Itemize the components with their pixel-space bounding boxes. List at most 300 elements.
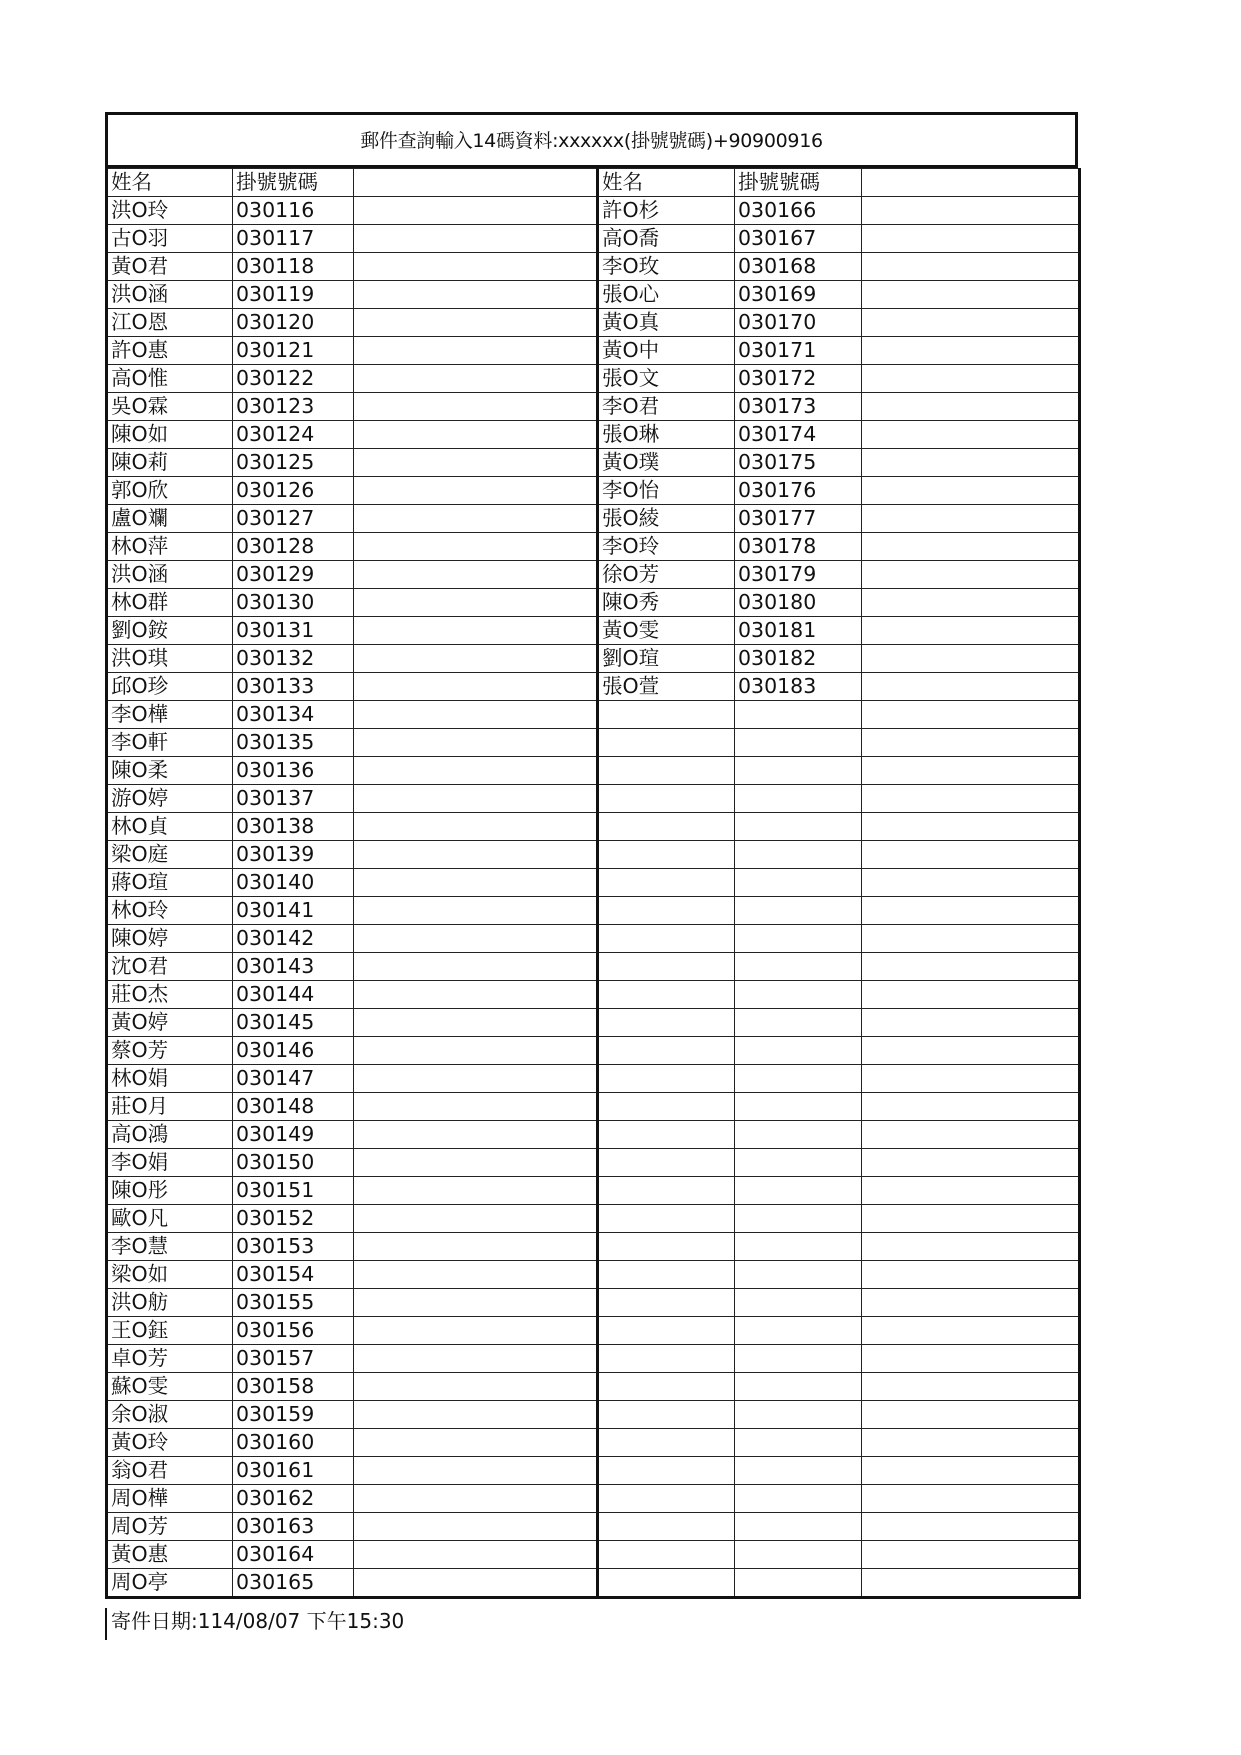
blank-cell xyxy=(354,673,598,701)
registered-number xyxy=(735,1429,862,1457)
blank-cell xyxy=(862,729,1080,757)
recipient-name: 李O軒 xyxy=(107,729,233,757)
blank-cell xyxy=(862,365,1080,393)
registered-number xyxy=(735,729,862,757)
registered-number: 030128 xyxy=(233,533,354,561)
blank-cell xyxy=(354,1149,598,1177)
registered-number: 030123 xyxy=(233,393,354,421)
recipient-name: 梁O庭 xyxy=(107,841,233,869)
registered-number xyxy=(735,1457,862,1485)
recipient-name: 莊O杰 xyxy=(107,981,233,1009)
registered-number xyxy=(735,1373,862,1401)
recipient-name: 游O婷 xyxy=(107,785,233,813)
recipient-name: 高O惟 xyxy=(107,365,233,393)
recipient-name: 歐O凡 xyxy=(107,1205,233,1233)
recipient-name xyxy=(598,925,735,953)
registered-number: 030152 xyxy=(233,1205,354,1233)
table-row xyxy=(107,505,1080,533)
table-row xyxy=(107,617,1080,645)
registered-number xyxy=(735,869,862,897)
table-row xyxy=(107,365,1080,393)
recipient-name xyxy=(598,1205,735,1233)
recipient-name: 張O琳 xyxy=(598,421,735,449)
table-row xyxy=(107,785,1080,813)
recipient-name: 吳O霖 xyxy=(107,393,233,421)
registered-number xyxy=(735,1541,862,1569)
registered-number: 030122 xyxy=(233,365,354,393)
table-row xyxy=(107,449,1080,477)
table-row xyxy=(107,1065,1080,1093)
recipient-name: 周O亭 xyxy=(107,1569,233,1598)
table-row xyxy=(107,813,1080,841)
registered-number: 030156 xyxy=(233,1317,354,1345)
blank-cell xyxy=(862,225,1080,253)
recipient-name xyxy=(598,1065,735,1093)
blank-cell xyxy=(354,253,598,281)
registered-number: 030120 xyxy=(233,309,354,337)
blank-cell xyxy=(862,1289,1080,1317)
registered-number: 030141 xyxy=(233,897,354,925)
blank-cell xyxy=(354,1261,598,1289)
table-row xyxy=(107,729,1080,757)
table-row xyxy=(107,1485,1080,1513)
blank-cell xyxy=(862,925,1080,953)
registered-number: 030154 xyxy=(233,1261,354,1289)
table-row xyxy=(107,533,1080,561)
blank-cell xyxy=(862,1485,1080,1513)
blank-cell xyxy=(862,477,1080,505)
blank-cell xyxy=(354,1233,598,1261)
recipient-name xyxy=(598,1149,735,1177)
recipient-name: 陳O柔 xyxy=(107,757,233,785)
blank-cell xyxy=(862,421,1080,449)
registered-number: 030165 xyxy=(233,1569,354,1598)
registered-number: 030177 xyxy=(735,505,862,533)
header-name-right: 姓名 xyxy=(598,169,735,197)
recipient-name: 李O娟 xyxy=(107,1149,233,1177)
recipient-name xyxy=(598,757,735,785)
registered-number: 030182 xyxy=(735,645,862,673)
blank-cell xyxy=(862,393,1080,421)
blank-cell xyxy=(354,337,598,365)
registered-number xyxy=(735,1401,862,1429)
recipient-name: 李O玫 xyxy=(598,253,735,281)
blank-cell xyxy=(354,701,598,729)
recipient-name: 劉O銨 xyxy=(107,617,233,645)
blank-cell xyxy=(354,1009,598,1037)
table-row xyxy=(107,1121,1080,1149)
header-name-left: 姓名 xyxy=(107,169,233,197)
blank-cell xyxy=(862,1513,1080,1541)
registered-number xyxy=(735,1345,862,1373)
header-number-right: 掛號號碼 xyxy=(735,169,862,197)
recipient-name: 張O心 xyxy=(598,281,735,309)
blank-cell xyxy=(354,841,598,869)
registered-number: 030179 xyxy=(735,561,862,589)
table-row xyxy=(107,897,1080,925)
recipient-name: 洪O涵 xyxy=(107,561,233,589)
blank-cell xyxy=(354,1541,598,1569)
blank-cell xyxy=(862,1177,1080,1205)
blank-cell xyxy=(862,1429,1080,1457)
recipient-name xyxy=(598,1177,735,1205)
table-row xyxy=(107,673,1080,701)
blank-cell xyxy=(354,1569,598,1598)
recipient-name: 黃O璞 xyxy=(598,449,735,477)
recipient-name: 林O萍 xyxy=(107,533,233,561)
send-date-note: 寄件日期:114/08/07 下午15:30 xyxy=(105,1608,404,1640)
blank-cell xyxy=(862,645,1080,673)
blank-cell xyxy=(354,309,598,337)
blank-cell xyxy=(354,813,598,841)
table-row xyxy=(107,1261,1080,1289)
recipient-name: 陳O莉 xyxy=(107,449,233,477)
recipient-name xyxy=(598,1429,735,1457)
blank-cell xyxy=(862,197,1080,225)
blank-cell xyxy=(862,1541,1080,1569)
blank-cell xyxy=(354,869,598,897)
registered-number: 030137 xyxy=(233,785,354,813)
blank-cell xyxy=(354,281,598,309)
blank-cell xyxy=(354,1345,598,1373)
recipient-name: 盧O斕 xyxy=(107,505,233,533)
blank-cell xyxy=(862,1233,1080,1261)
registered-number xyxy=(735,1569,862,1598)
recipient-name xyxy=(598,1289,735,1317)
recipient-name xyxy=(598,1009,735,1037)
recipient-name: 周O樺 xyxy=(107,1485,233,1513)
recipient-name xyxy=(598,701,735,729)
recipient-name: 卓O芳 xyxy=(107,1345,233,1373)
recipient-name: 李O玲 xyxy=(598,533,735,561)
blank-cell xyxy=(354,449,598,477)
table-row xyxy=(107,701,1080,729)
recipient-name: 黃O婷 xyxy=(107,1009,233,1037)
registered-number: 030159 xyxy=(233,1401,354,1429)
recipient-name: 李O君 xyxy=(598,393,735,421)
blank-cell xyxy=(354,981,598,1009)
table-row xyxy=(107,1205,1080,1233)
registered-number: 030136 xyxy=(233,757,354,785)
blank-cell xyxy=(354,393,598,421)
table-row xyxy=(107,1289,1080,1317)
blank-cell xyxy=(354,505,598,533)
blank-cell xyxy=(354,729,598,757)
registered-number: 030171 xyxy=(735,337,862,365)
blank-cell xyxy=(862,1065,1080,1093)
registered-number: 030163 xyxy=(233,1513,354,1541)
registered-number: 030133 xyxy=(233,673,354,701)
registered-number xyxy=(735,813,862,841)
table-row xyxy=(107,645,1080,673)
registered-number: 030121 xyxy=(233,337,354,365)
recipient-name: 蘇O雯 xyxy=(107,1373,233,1401)
registered-number: 030143 xyxy=(233,953,354,981)
recipient-name xyxy=(598,1261,735,1289)
registered-number: 030168 xyxy=(735,253,862,281)
registered-number: 030131 xyxy=(233,617,354,645)
blank-cell xyxy=(862,953,1080,981)
blank-cell xyxy=(862,1149,1080,1177)
table-row xyxy=(107,309,1080,337)
registered-number xyxy=(735,1233,862,1261)
registered-number: 030155 xyxy=(233,1289,354,1317)
sheet-title: 郵件查詢輸入14碼資料:xxxxxx(掛號號碼)+90900916 xyxy=(105,112,1078,168)
registered-number xyxy=(735,1317,862,1345)
table-row xyxy=(107,869,1080,897)
recipient-name xyxy=(598,813,735,841)
recipient-name: 黃O中 xyxy=(598,337,735,365)
blank-cell xyxy=(354,617,598,645)
recipient-name: 黃O雯 xyxy=(598,617,735,645)
recipient-name: 許O惠 xyxy=(107,337,233,365)
recipient-name: 林O貞 xyxy=(107,813,233,841)
blank-cell xyxy=(354,1093,598,1121)
recipient-name: 許O杉 xyxy=(598,197,735,225)
recipient-name: 蔡O芳 xyxy=(107,1037,233,1065)
recipient-name: 陳O婷 xyxy=(107,925,233,953)
registered-number: 030158 xyxy=(233,1373,354,1401)
blank-cell xyxy=(354,1401,598,1429)
registered-number xyxy=(735,953,862,981)
recipient-name: 黃O君 xyxy=(107,253,233,281)
table-row xyxy=(107,1401,1080,1429)
registered-number xyxy=(735,1037,862,1065)
blank-cell xyxy=(354,925,598,953)
table-row xyxy=(107,1429,1080,1457)
blank-cell xyxy=(354,1317,598,1345)
blank-cell xyxy=(862,589,1080,617)
blank-cell xyxy=(354,477,598,505)
registered-number: 030153 xyxy=(233,1233,354,1261)
recipient-name: 張O文 xyxy=(598,365,735,393)
blank-cell xyxy=(862,869,1080,897)
table-row xyxy=(107,1233,1080,1261)
table-row xyxy=(107,337,1080,365)
recipient-name: 李O怡 xyxy=(598,477,735,505)
registered-number xyxy=(735,925,862,953)
registered-number xyxy=(735,841,862,869)
table-row xyxy=(107,1541,1080,1569)
blank-cell xyxy=(862,897,1080,925)
recipient-name xyxy=(598,1541,735,1569)
blank-cell xyxy=(354,953,598,981)
blank-cell xyxy=(354,1457,598,1485)
registered-number: 030160 xyxy=(233,1429,354,1457)
blank-cell xyxy=(354,1065,598,1093)
registered-number: 030162 xyxy=(233,1485,354,1513)
registered-number: 030117 xyxy=(233,225,354,253)
recipient-name: 高O鴻 xyxy=(107,1121,233,1149)
recipient-name xyxy=(598,1485,735,1513)
recipient-name: 林O玲 xyxy=(107,897,233,925)
registered-number: 030146 xyxy=(233,1037,354,1065)
recipient-name xyxy=(598,1345,735,1373)
blank-cell xyxy=(354,1373,598,1401)
recipient-name xyxy=(598,1093,735,1121)
table-row xyxy=(107,561,1080,589)
registered-number: 030116 xyxy=(233,197,354,225)
table-row xyxy=(107,757,1080,785)
registered-number: 030148 xyxy=(233,1093,354,1121)
blank-cell xyxy=(862,785,1080,813)
recipient-name xyxy=(598,1373,735,1401)
table-row xyxy=(107,1373,1080,1401)
recipient-name: 劉O瑄 xyxy=(598,645,735,673)
recipient-name xyxy=(598,1233,735,1261)
recipient-name: 陳O秀 xyxy=(598,589,735,617)
recipient-name: 王O鈺 xyxy=(107,1317,233,1345)
blank-cell xyxy=(862,1373,1080,1401)
registered-number: 030119 xyxy=(233,281,354,309)
recipient-name: 黃O真 xyxy=(598,309,735,337)
recipient-name: 陳O如 xyxy=(107,421,233,449)
recipient-name: 陳O彤 xyxy=(107,1177,233,1205)
registered-number: 030130 xyxy=(233,589,354,617)
registered-number: 030161 xyxy=(233,1457,354,1485)
recipient-name: 周O芳 xyxy=(107,1513,233,1541)
blank-cell xyxy=(862,253,1080,281)
mail-list-sheet xyxy=(105,112,1078,1599)
recipient-name xyxy=(598,785,735,813)
recipient-name xyxy=(598,1037,735,1065)
registered-number: 030176 xyxy=(735,477,862,505)
blank-cell xyxy=(354,169,598,197)
recipient-name: 洪O琪 xyxy=(107,645,233,673)
blank-cell xyxy=(862,533,1080,561)
registered-number: 030178 xyxy=(735,533,862,561)
registered-number xyxy=(735,897,862,925)
registered-number: 030170 xyxy=(735,309,862,337)
blank-cell xyxy=(862,1569,1080,1598)
recipient-name: 黃O惠 xyxy=(107,1541,233,1569)
registered-number xyxy=(735,1177,862,1205)
registered-number xyxy=(735,1485,862,1513)
recipient-name: 林O群 xyxy=(107,589,233,617)
blank-cell xyxy=(862,561,1080,589)
registered-number: 030157 xyxy=(233,1345,354,1373)
registered-number: 030149 xyxy=(233,1121,354,1149)
recipient-name: 張O萱 xyxy=(598,673,735,701)
table-row xyxy=(107,1569,1080,1598)
recipient-name: 徐O芳 xyxy=(598,561,735,589)
registered-number xyxy=(735,701,862,729)
registered-number: 030127 xyxy=(233,505,354,533)
table-row xyxy=(107,1177,1080,1205)
registered-number: 030144 xyxy=(233,981,354,1009)
blank-cell xyxy=(354,1037,598,1065)
table-row xyxy=(107,253,1080,281)
registered-number: 030125 xyxy=(233,449,354,477)
registered-number: 030142 xyxy=(233,925,354,953)
table-row xyxy=(107,421,1080,449)
table-row xyxy=(107,589,1080,617)
table-row xyxy=(107,841,1080,869)
registered-number: 030172 xyxy=(735,365,862,393)
blank-cell xyxy=(354,1513,598,1541)
recipient-name: 邱O珍 xyxy=(107,673,233,701)
registered-number: 030135 xyxy=(233,729,354,757)
registered-number: 030124 xyxy=(233,421,354,449)
registered-number xyxy=(735,1009,862,1037)
blank-cell xyxy=(862,1037,1080,1065)
recipient-name: 高O喬 xyxy=(598,225,735,253)
registered-number: 030140 xyxy=(233,869,354,897)
table-row xyxy=(107,1457,1080,1485)
registered-number xyxy=(735,1289,862,1317)
recipient-name: 黃O玲 xyxy=(107,1429,233,1457)
recipient-name: 沈O君 xyxy=(107,953,233,981)
blank-cell xyxy=(862,1401,1080,1429)
registered-number: 030175 xyxy=(735,449,862,477)
registered-number: 030174 xyxy=(735,421,862,449)
blank-cell xyxy=(862,1205,1080,1233)
registered-number: 030166 xyxy=(735,197,862,225)
blank-cell xyxy=(862,1121,1080,1149)
blank-cell xyxy=(354,757,598,785)
recipient-name: 洪O玲 xyxy=(107,197,233,225)
recipient-name xyxy=(598,953,735,981)
registered-number: 030167 xyxy=(735,225,862,253)
registered-number xyxy=(735,981,862,1009)
registered-number xyxy=(735,1205,862,1233)
table-row xyxy=(107,393,1080,421)
blank-cell xyxy=(354,365,598,393)
recipient-name xyxy=(598,1401,735,1429)
blank-cell xyxy=(862,981,1080,1009)
table-row xyxy=(107,1513,1080,1541)
blank-cell xyxy=(354,897,598,925)
recipient-name: 蔣O瑄 xyxy=(107,869,233,897)
blank-cell xyxy=(354,645,598,673)
registered-number xyxy=(735,1121,862,1149)
recipient-name xyxy=(598,869,735,897)
table-body xyxy=(107,169,1080,1598)
recipient-name: 莊O月 xyxy=(107,1093,233,1121)
recipient-name: 余O淑 xyxy=(107,1401,233,1429)
blank-cell xyxy=(862,701,1080,729)
registered-number xyxy=(735,1149,862,1177)
blank-cell xyxy=(862,1345,1080,1373)
blank-cell xyxy=(862,1261,1080,1289)
registered-number: 030138 xyxy=(233,813,354,841)
registered-number: 030118 xyxy=(233,253,354,281)
registered-number xyxy=(735,785,862,813)
table-row xyxy=(107,1345,1080,1373)
blank-cell xyxy=(862,169,1080,197)
registered-number: 030150 xyxy=(233,1149,354,1177)
recipient-name: 洪O涵 xyxy=(107,281,233,309)
recipient-name xyxy=(598,841,735,869)
recipient-name: 張O綾 xyxy=(598,505,735,533)
blank-cell xyxy=(862,813,1080,841)
blank-cell xyxy=(354,197,598,225)
table-row xyxy=(107,281,1080,309)
registered-number xyxy=(735,757,862,785)
table-row xyxy=(107,1009,1080,1037)
recipient-name: 李O慧 xyxy=(107,1233,233,1261)
recipient-name: 江O恩 xyxy=(107,309,233,337)
header-number-left: 掛號號碼 xyxy=(233,169,354,197)
blank-cell xyxy=(862,757,1080,785)
table-row xyxy=(107,1317,1080,1345)
table-row xyxy=(107,477,1080,505)
recipient-name xyxy=(598,1569,735,1598)
blank-cell xyxy=(862,673,1080,701)
blank-cell xyxy=(862,449,1080,477)
registered-number xyxy=(735,1065,862,1093)
recipient-name: 李O樺 xyxy=(107,701,233,729)
